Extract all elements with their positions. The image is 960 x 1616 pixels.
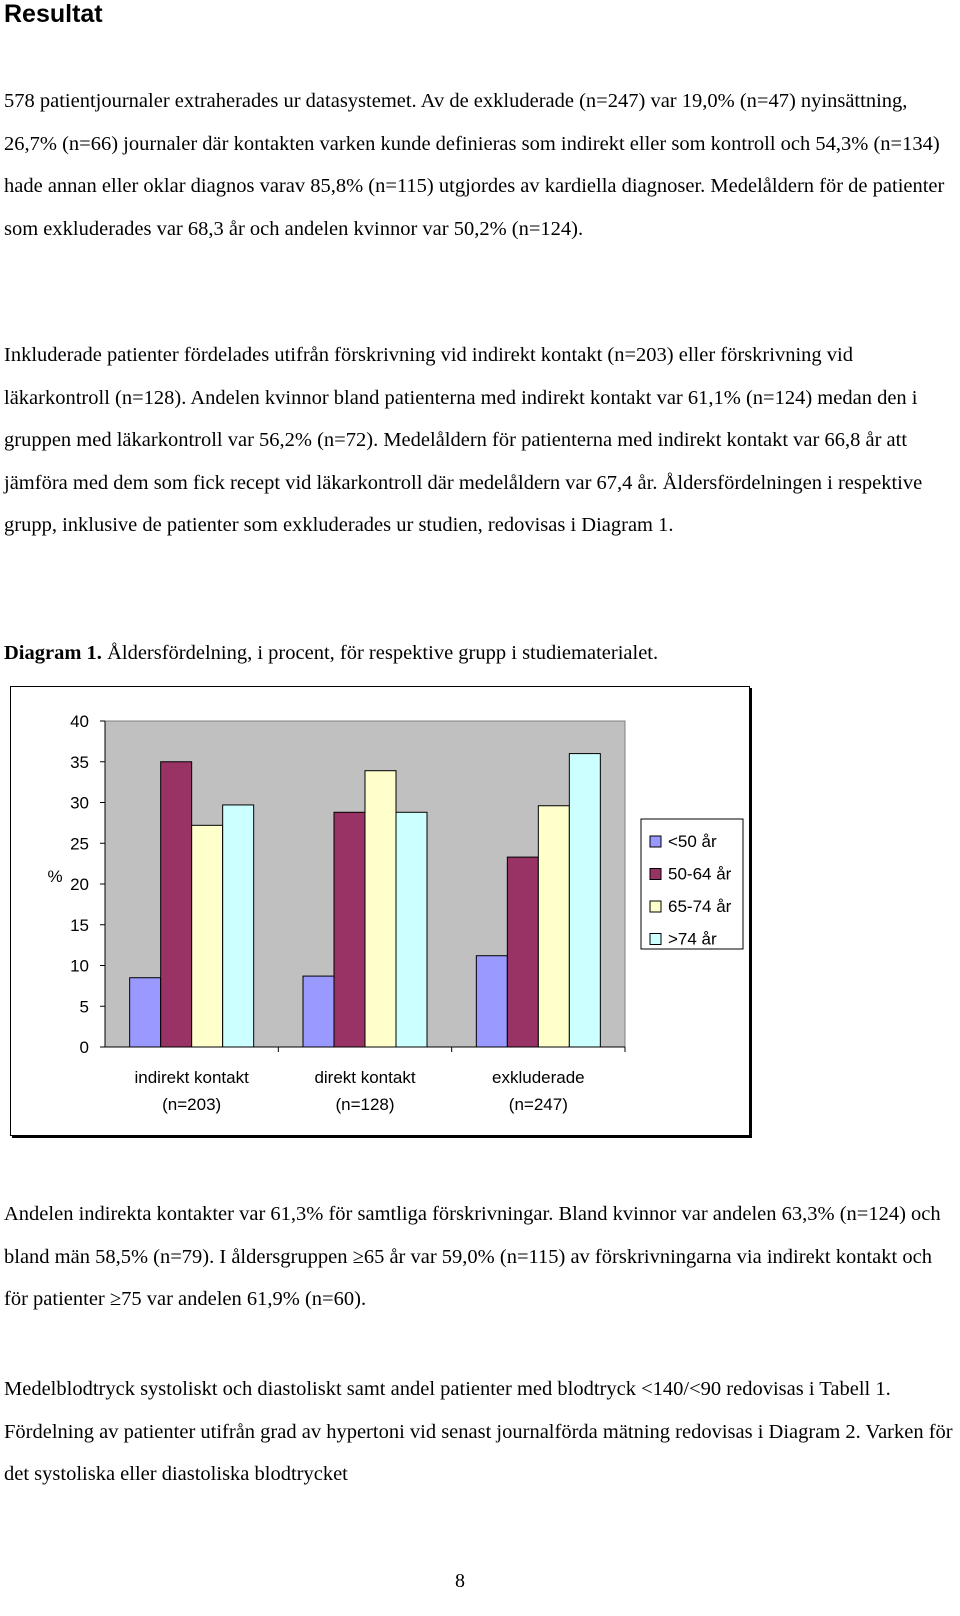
y-tick-label: 30 [70,793,89,813]
x-category-label: (n=203) [162,1095,222,1114]
bar [365,771,396,1047]
age-distribution-chart [10,686,750,1136]
y-tick-label: 35 [70,752,89,772]
paragraph-excluded: 578 patientjournaler extraherades ur datasystemet. Av de exkluderade (n=247) var 19,0% (n=47) nyinsättning, 26,7% (n=66) journaler där kontakten varken kunde definieras som indirekt eller som kontroll och 54,3% (n=134) hade annan eller oklar diagnos varav 85,8% (n=115) utgjordes av kardiella diagnoser. Medelåldern för de patienter som exkluderades var 68,3 år och andelen kvinnor var 50,2% (n=124). [4,90,945,240]
bar [507,857,538,1047]
x-category-label: direkt kontakt [314,1068,416,1087]
legend-label: <50 år [668,832,717,851]
bar [161,762,192,1047]
page-number: 8 [455,1570,465,1592]
paragraph-indirect-share: Andelen indirekta kontakter var 61,3% för samtliga förskrivningar. Bland kvinnor var andelen 63,3% (n=124) och bland män 58,5% (n=79). I åldersgruppen ≥65 år var 59,0% (n=115) av förskrivningarna via indirekt kontakt och för patienter ≥75 var andelen 61,9% (n=60). [4,1203,941,1310]
bar [569,754,600,1047]
y-tick-label: 10 [70,956,89,976]
x-category-label: (n=128) [335,1095,395,1114]
y-tick-label: 40 [70,712,89,731]
paragraph-included: Inkluderade patienter fördelades utifrån förskrivning vid indirekt kontakt (n=203) eller förskrivning vid läkarkontroll (n=128). Andelen kvinnor bland patienterna med indirekt kontakt var 61,1% (n=124) medan den i gruppen med läkarkontroll var 56,2% (n=72). Medelåldern för patienterna med indirekt kontakt var 66,8 år att jämföra med dem som fick recept vid läkarkontroll där medelåldern var 67,4 år. Åldersfördelningen i respektive grupp, inklusive de patienter som exkluderades ur studien, redovisas i Diagram 1. [4,344,923,536]
diagram-caption [4,632,658,674]
bar [538,806,569,1047]
legend-label: >74 år [668,929,717,949]
y-tick-label: 15 [70,915,89,935]
diagram-caption-label: Diagram 1. [4,642,102,664]
bar [223,805,254,1047]
legend-swatch [650,869,661,880]
legend-swatch [650,901,661,912]
paragraph-blood-pressure: Medelblodtryck systoliskt och diastoliskt samt andel patienter med blodtryck <140/<90 redovisas i Tabell 1. Fördelning av patienter utifrån grad av hypertoni vid senast journalförda mätning redovisas i Diagram 2. Varken för det systoliska eller diastoliska blodtrycket [4,1378,953,1485]
y-tick-label: 0 [79,1038,89,1057]
legend-swatch [650,934,661,945]
diagram-caption-text: Åldersfördelning, i procent, för respektive grupp i studiematerialet. [101,642,659,664]
y-axis-label: % [47,867,63,886]
legend-swatch [650,836,661,847]
legend-label: 50-64 år [668,864,732,884]
bar [192,825,223,1047]
bar [303,976,334,1047]
x-category-label: indirekt kontakt [134,1068,249,1087]
y-tick-label: 20 [70,875,89,894]
chart-svg [11,687,749,1135]
bar [334,812,365,1047]
section-heading: Resultat [4,0,103,28]
bar [396,812,427,1047]
y-tick-label: 5 [79,997,89,1017]
y-tick-label: 25 [70,834,89,854]
legend-label: 65-74 år [668,897,732,916]
x-category-label: (n=247) [508,1095,568,1114]
x-category-label: exkluderade [492,1068,585,1087]
bar [476,956,507,1047]
bar [130,978,161,1047]
